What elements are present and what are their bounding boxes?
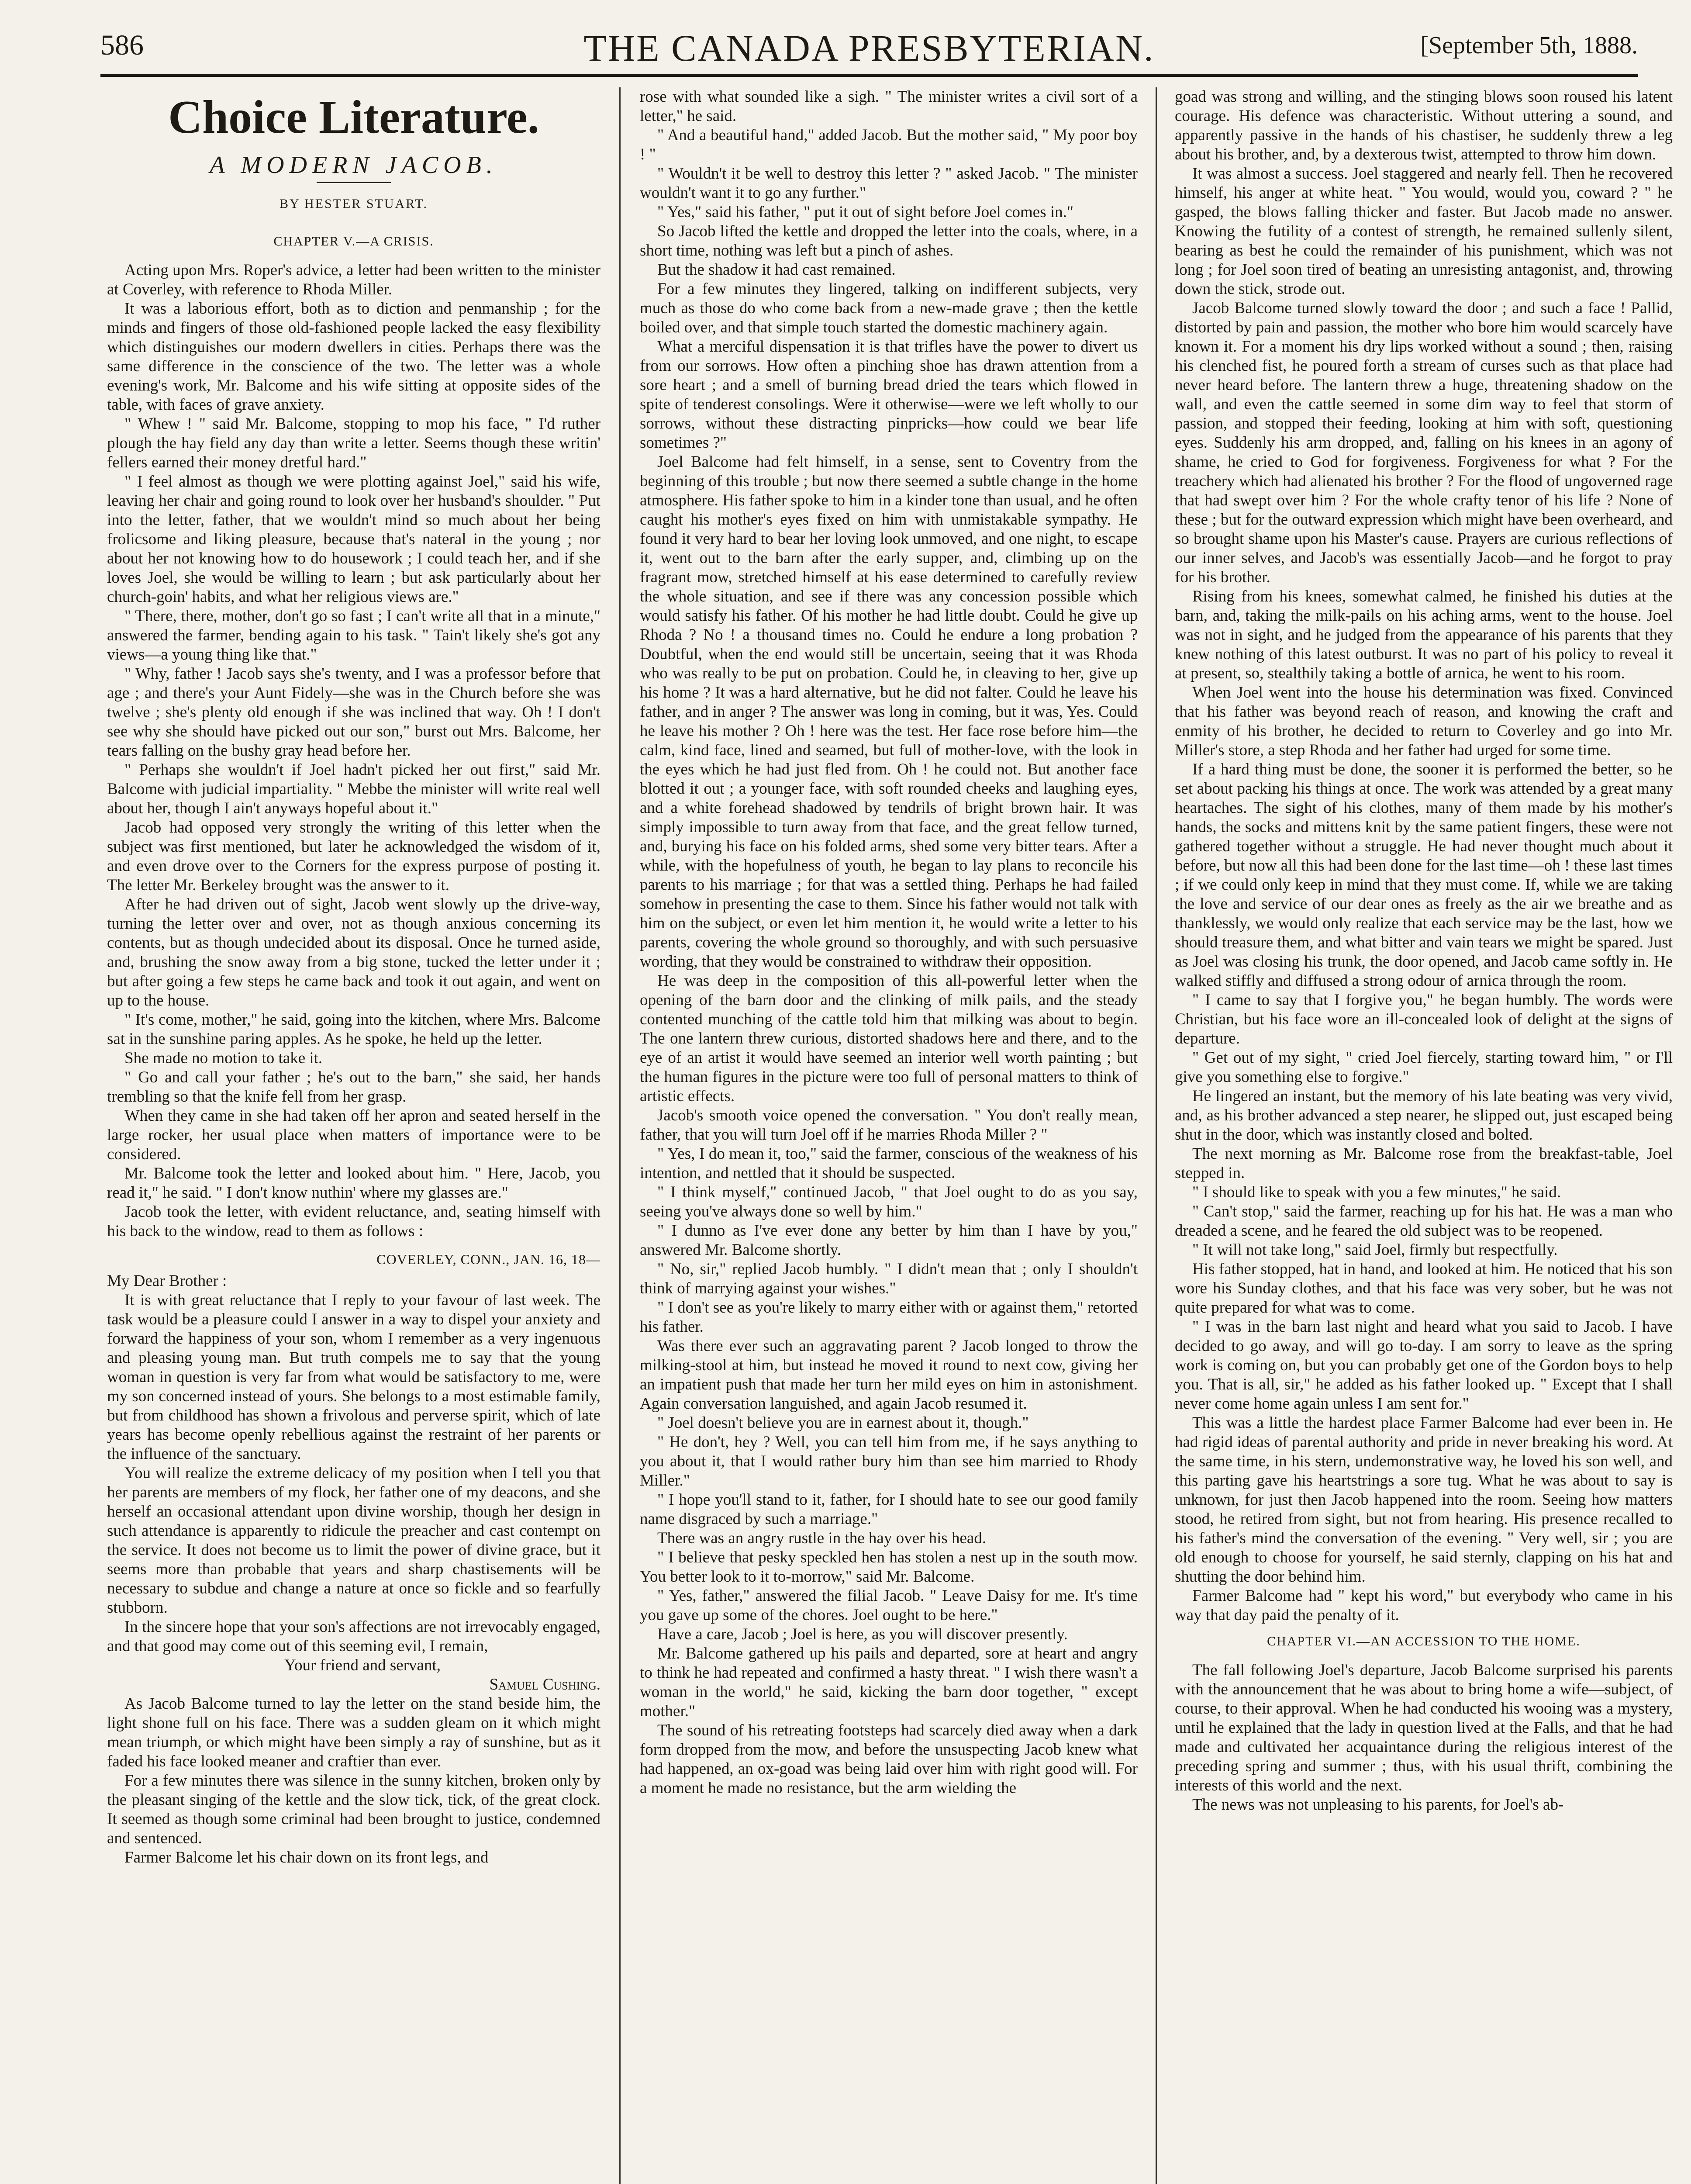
paragraph: " There, there, mother, don't go so fast ; I can't write all that in a minute," answered the farmer, bending again to his task. " Tain't likely she's got any views—a young thing like that." bbox=[107, 607, 600, 663]
paragraph: " Joel doesn't believe you are in earnest about it, though." bbox=[657, 1414, 1029, 1432]
paragraph: " I feel almost as though we were plotting against Joel," said his wife, leaving her chair and going round to look over her husband's shoulder. " Put into the letter, father, that we wouldn't mind so much about her being frolicsome and liking pleasure, because that's nateral in the young ; nor about her not knowing how to do housework ; I could teach her, and if she loves Joel, she would be willing to learn ; but ask particularly about her church-goin' habits, and what her religious views are." bbox=[107, 473, 600, 606]
paragraph: After he had driven out of sight, Jacob went slowly up the drive-way, turning the letter over and over, not as though anxious concerning its contents, but as though undecided about its disposal. Once he turned aside, and, brushing the snow away from a big stone, tucked the letter under it ; but after going a few steps he came back and took it out again, and went on up to the house. bbox=[107, 895, 600, 1009]
issue-date: [September 5th, 1888. bbox=[1420, 32, 1638, 59]
paragraph: The next morning as Mr. Balcome rose from the breakfast-table, Joel stepped in. bbox=[1175, 1145, 1673, 1182]
paragraph: " I came to say that I forgive you," he began humbly. The words were Christian, but his face wore an ill-concealed look of delight at the signs of departure. bbox=[1175, 991, 1673, 1047]
paragraph: Was there ever such an aggravating parent ? Jacob longed to throw the milking-stool at him, but instead he moved it round to next cow, giving her an impatient push that made her turn her mild eyes on him in astonishment. Again conversation languished, and again Jacob resumed it. bbox=[640, 1337, 1138, 1413]
paragraph: " Yes, father," answered the filial Jacob. " Leave Daisy for me. It's time you gave up some of the chores. Joel ought to be here." bbox=[640, 1587, 1138, 1624]
paragraph: " He don't, hey ? Well, you can tell him from me, if he says anything to you about it, that I would rather bury him than see him married to Rhody Miller." bbox=[640, 1433, 1138, 1489]
paragraph: " I hope you'll stand to it, father, for I should hate to see our good family name disgraced by such a marriage." bbox=[640, 1491, 1138, 1528]
paragraph: The fall following Joel's departure, Jacob Balcome surprised his parents with the announcement that he was about to bring home a wife—subject, of course, to their approval. When he had conducted his wooing was a mystery, until he explained that the lady in question lived at the Falls, and that he had made and cultivated her acquaintance during the religious interest of the preceding spring and summer ; thus, with his usual thrift, combining the interests of this world and the next. bbox=[1175, 1661, 1673, 1794]
column-1 bbox=[107, 87, 600, 2184]
paragraph: She made no motion to take it. bbox=[124, 1049, 323, 1067]
letter-paragraph: It is with great reluctance that I reply to your favour of last week. The task would be a pleasure could I answer in a way to dispel your anxiety and forward the happiness of your son, whom I remember as a very ingenuous and pleasing young man. But truth compels me to say that the young woman in question is very far from what would be satisfactory to me, were my son concerned instead of yours. She belongs to a most estimable family, but from childhood has shown a frivolous and perverse spirit, which of late years has become openly rebellious against the restraint of her parents or the influence of the sanctuary. bbox=[107, 1291, 600, 1463]
story-title: A MODERN JACOB. bbox=[210, 152, 498, 179]
paragraph: Jacob had opposed very strongly the writing of this letter when the subject was first mentioned, but later he acknowledged the wisdom of it, and even drove over to the Corners for the express purpose of posting it. The letter Mr. Berkeley brought was the answer to it. bbox=[107, 819, 600, 894]
column-2 bbox=[640, 87, 1138, 2184]
paragraph: The news was not unpleasing to his parents, for Joel's ab- bbox=[1192, 1796, 1564, 1814]
paragraph: " Whew ! " said Mr. Balcome, stopping to mop his face, " I'd ruther plough the hay field any day than write a letter. Seems though these writin' fellers earned their money dretful hard." bbox=[107, 415, 600, 471]
paragraph: " Why, father ! Jacob says she's twenty, and I was a professor before that age ; and there's your Aunt Fidely—she was in the Church before she was twelve ; she's plenty old enough if she was inclined that way. Oh ! I don't see why she should have picked out our son," burst out Mrs. Balcome, her tears falling on the bushy gray head before her. bbox=[107, 665, 600, 760]
paragraph: " It's come, mother," he said, going into the kitchen, where Mrs. Balcome sat in the sunshine paring apples. As he spoke, he held up the letter. bbox=[107, 1011, 600, 1048]
column-rule-left bbox=[619, 87, 621, 2184]
paragraph: " I should like to speak with you a few minutes," he said. bbox=[1192, 1183, 1561, 1201]
paragraph: " Yes," said his father, " put it out of sight before Joel comes in." bbox=[657, 203, 1073, 221]
paragraph: " Can't stop," said the farmer, reaching up for his hat. He was a man who dreaded a scene, and he feared the old subject was to be reopened. bbox=[1175, 1203, 1673, 1240]
paragraph: Jacob Balcome turned slowly toward the door ; and such a face ! Pallid, distorted by pain and passion, the mother who bore him would scarcely have known it. For a moment his dry lips worked without a sound ; then, raising his clenched fist, he poured forth a stream of curses such as that place had never heard before. The lantern threw a huge, threatening shadow on the wall, and even the cattle seemed in some dim way to feel that storm of passion, and stopped their feeding, looking at him with soft, questioning eyes. Suddenly his arm dropped, and, falling on his knees in an agony of shame, he cried to God for forgiveness. Forgiveness for what ? For the treachery which had alienated his brother ? For the flood of ungoverned rage that had swept over him ? For the whole crafty tenor of his life ? None of these ; but for the outward expression which might have been overheard, and so brought shame upon his Master's cause. Prayers are curious reflections of our inner selves, and Jacob's was essentially Jacob—and he forgot to pray for his brother. bbox=[1175, 299, 1673, 586]
column-rule-right bbox=[1156, 87, 1157, 2184]
paragraph: " Wouldn't it be well to destroy this letter ? " asked Jacob. " The minister wouldn't want it to go any further." bbox=[640, 165, 1138, 202]
paragraph: When Joel went into the house his determination was fixed. Convinced that his father was beyond reach of reason, and knowing the craft and enmity of his brother, he decided to return to Coverley and go into Mr. Miller's store, a step Rhoda and her father had urged for some time. bbox=[1175, 684, 1673, 759]
paragraph: It was a laborious effort, both as to diction and penmanship ; for the minds and fingers of those old-fashioned people lacked the easy flexibility which distinguishes our modern dwellers in cities. Perhaps there was the same difference in the conscience of the two. The letter was a whole evening's work, Mr. Balcome and his wife sitting at opposite sides of the table, with faces of grave anxiety. bbox=[107, 300, 600, 414]
paragraph: Acting upon Mrs. Roper's advice, a letter had been written to the minister at Coverley, with reference to Rhoda Miller. bbox=[107, 261, 600, 298]
letter-closing: Your friend and servant, bbox=[284, 1656, 441, 1674]
paragraph: " I don't see as you're likely to marry either with or against them," retorted his father. bbox=[640, 1299, 1138, 1336]
paragraph: " I was in the barn last night and heard what you said to Jacob. I have decided to go away, and will go to-day. I am sorry to leave as the spring work is coming on, but you can probably get one of the Gordon boys to help you. That is all, sir," he added as his father looked up. " Except that I shall never come home again unless I am sent for." bbox=[1175, 1318, 1673, 1413]
paragraph: He lingered an instant, but the memory of his late beating was very vivid, and, as his brother advanced a step nearer, he slipped out, just escaped being shut in the door, which was instantly closed and bolted. bbox=[1175, 1087, 1673, 1144]
paragraph: The sound of his retreating footsteps had scarcely died away when a dark form dropped from the mow, and before the unsuspecting Jacob knew what had happened, an ox-goad was being laid over him with right good will. For a moment he made no resistance, but the arm wielding the bbox=[640, 1721, 1138, 1797]
letter-dateline: COVERLEY, CONN., JAN. 16, 18— bbox=[376, 1251, 600, 1267]
paragraph: Rising from his knees, somewhat calmed, he finished his duties at the barn, and, taking the milk-pails on his aching arms, went to the house. Joel was not in sight, and he judged from the appearance of his parents that they knew nothing of this latest outburst. It was no part of his policy to reveal it at present, so, stealthily taking a bottle of arnica, he went to his room. bbox=[1175, 587, 1673, 682]
masthead bbox=[100, 26, 1638, 77]
letter-paragraph: You will realize the extreme delicacy of my position when I tell you that her parents are members of my flock, her father one of my deacons, and she herself an occasional attendant upon divine worship, though her design in such attendance is apparently to ridicule the preacher and cast contempt on the service. It does not become us to limit the power of divine grace, but it seems more than probable that years and sharp chastisements will be necessary to subdue and change a nature at once so fickle and so fearfully stubborn. bbox=[107, 1464, 600, 1617]
paragraph: When they came in she had taken off her apron and seated herself in the large rocker, her usual place when matters of importance were to be considered. bbox=[107, 1107, 600, 1163]
letter-signature: Samuel Cushing. bbox=[489, 1676, 600, 1693]
newspaper-title: THE CANADA PRESBYTERIAN. bbox=[583, 27, 1155, 69]
paragraph: " Get out of my sight, " cried Joel fiercely, starting toward him, " or I'll give you something else to forgive." bbox=[1175, 1049, 1673, 1086]
paragraph: For a few minutes there was silence in the sunny kitchen, broken only by the pleasant singing of the kettle and the slow tick, tick, of the great clock. It seemed as though some criminal had been brought to justice, condemned and sentenced. bbox=[107, 1772, 600, 1847]
paragraph: As Jacob Balcome turned to lay the letter on the stand beside him, the light shone full on his face. There was a sudden gleam on it which might mean triumph, or which might have been simply a ray of sunshine, but as it faded his face looked meaner and craftier than ever. bbox=[107, 1695, 600, 1770]
paragraph: goad was strong and willing, and the stinging blows soon roused his latent courage. His defence was characteristic. Without uttering a sound, and apparently passive in the hands of his chastiser, he suddenly threw a leg about his brother, and, by a dexterous twist, attempted to throw him down. bbox=[1175, 88, 1673, 163]
paragraph: For a few minutes they lingered, talking on indifferent subjects, very much as those do who come back from a new-made grave ; then the kettle boiled over, and that simple touch started the domestic machinery again. bbox=[640, 280, 1138, 336]
paragraph: If a hard thing must be done, the sooner it is performed the better, so he set about packing his things at once. The work was attended by a great many heartaches. The sight of his clothes, many of them made by his mother's hands, the socks and mittens knit by the same patient fingers, these were not gathered together without a struggle. He had never thought much about it before, but now all this had been done for the last time—oh ! these last times ; if we could only keep in mind that they must come. If, while we are taking the love and service of our dear ones as freely as the air we breathe and as thanklessly, we would only realize that each service may be the last, how we should treasure them, and what bitter and vain tears we might be spared. Just as Joel was closing his trunk, the door opened, and Jacob came softly in. He walked stiffly and diffused a strong odour of arnica through the room. bbox=[1175, 760, 1673, 990]
paragraph: Farmer Balcome had " kept his word," but everybody who came in his way that day paid the penalty of it. bbox=[1175, 1587, 1673, 1624]
paragraph: Mr. Balcome gathered up his pails and departed, sore at heart and angry to think he had repeated and confirmed a hasty threat. " I wish there wasn't a woman in the world," he said, kicking the barn door together, " except mother." bbox=[640, 1645, 1138, 1720]
page-number: 586 bbox=[100, 29, 144, 61]
paragraph: " It will not take long," said Joel, firmly but respectfully. bbox=[1192, 1241, 1558, 1259]
paragraph: Mr. Balcome took the letter and looked about him. " Here, Jacob, you read it," he said. " I don't know nuthin' where my glasses are." bbox=[107, 1165, 600, 1202]
paragraph: " And a beautiful hand," added Jacob. But the mother said, " My poor boy ! " bbox=[640, 126, 1138, 163]
chapter-heading: CHAPTER VI.—AN ACCESSION TO THE HOME. bbox=[1267, 1634, 1581, 1648]
paragraph: But the shadow it had cast remained. bbox=[657, 261, 896, 279]
paragraph: His father stopped, hat in hand, and looked at him. He noticed that his son wore his Sunday clothes, and that his face was very sober, but he was not quite prepared for what was to come. bbox=[1175, 1260, 1673, 1317]
paragraph: Have a care, Jacob ; Joel is here, as you will discover presently. bbox=[657, 1625, 1068, 1643]
paragraph: " Perhaps she wouldn't if Joel hadn't picked her out first," said Mr. Balcome with judicial impartiality. " Mebbe the minister will write real well about her, though I ain't anyways hopeful about it." bbox=[107, 761, 600, 817]
section-title: Choice Literature. bbox=[168, 91, 539, 143]
paragraph: So Jacob lifted the kettle and dropped the letter into the coals, where, in a short time, nothing was left but a pinch of ashes. bbox=[640, 222, 1138, 259]
paragraph: " I dunno as I've ever done any better by him than I have by you," answered Mr. Balcome shortly. bbox=[640, 1222, 1138, 1259]
paragraph: " I think myself," continued Jacob, " that Joel ought to do as you say, seeing you've always done so well by him." bbox=[640, 1183, 1138, 1220]
paragraph: " No, sir," replied Jacob humbly. " I didn't mean that ; only I shouldn't think of marrying against your wishes." bbox=[640, 1260, 1138, 1297]
paragraph: Jacob's smooth voice opened the conversation. " You don't really mean, father, that you will turn Joel off if he marries Rhoda Miller ? " bbox=[640, 1106, 1138, 1144]
paragraph: It was almost a success. Joel staggered and nearly fell. Then he recovered himself, his anger at white heat. " You would, would you, coward ? " he gasped, the blows falling thicker and faster. But Jacob made no answer. Knowing the futility of a contest of strength, he remained sullenly silent, bearing as best he could the remainder of his punishment, which was not long ; for Joel soon tired of beating an unresisting antagonist, and, throwing down the stick, strode out. bbox=[1175, 165, 1673, 298]
paragraph: " Yes, I do mean it, too," said the farmer, conscious of the weakness of his intention, and nettled that it should be suspected. bbox=[640, 1145, 1138, 1182]
column-3 bbox=[1175, 87, 1673, 2184]
paragraph: There was an angry rustle in the hay over his head. bbox=[657, 1529, 987, 1547]
letter-salutation: My Dear Brother : bbox=[107, 1272, 227, 1290]
paragraph: What a merciful dispensation it is that trifles have the power to divert us from our sorrows. How often a pinching shoe has drawn attention from a sore heart ; and a smell of burning bread dried the tears which flowed in spite of tenderest consolings. Were it otherwise—were we left wholly to our sorrows, without these distracting pinpricks—how could we bear life sometimes ?" bbox=[640, 338, 1138, 452]
paragraph: rose with what sounded like a sigh. " The minister writes a civil sort of a letter," he said. bbox=[640, 88, 1138, 125]
byline: BY HESTER STUART. bbox=[279, 197, 428, 211]
letter-paragraph: In the sincere hope that your son's affections are not irrevocably engaged, and that good may come out of this seeming evil, I remain, bbox=[107, 1618, 600, 1655]
paragraph: " I believe that pesky speckled hen has stolen a nest up in the south mow. You better look to it to-morrow," said Mr. Balcome. bbox=[640, 1548, 1138, 1586]
paragraph: Joel Balcome had felt himself, in a sense, sent to Coventry from the beginning of this trouble ; but now there seemed a subtle change in the home atmosphere. His father spoke to him in a kinder tone than usual, and he often caught his mother's eyes fixed on him with unmistakable sympathy. He found it very hard to bear her loving look unmoved, and one night, to escape it, went out to the barn after the early supper, and, climbing up on the fragrant mow, stretched himself at his ease determined to carefully review the whole situation, and see if there was any concession possible which would satisfy his father. Of his mother he had little doubt. Could he give up Rhoda ? No ! a thousand times no. Could he endure a long probation ? Doubtful, when the end would still be uncertain, seeing that it was Rhoda who was really to be put on probation. Could he, in cleaving to her, give up his home ? It was a hard alternative, but he did not falter. Could he leave his father, and in anger ? The answer was long in coming, but it was, Yes. Could he leave his mother ? Oh ! here was the test. Her face rose before him—the calm, kind face, lined and seamed, but full of mother-love, with the look in the eyes which he had just fled from. Oh ! he could not. But another face blotted it out ; a younger face, with soft rounded cheeks and laughing eyes, and a white forehead shadowed by tendrils of bright brown hair. It was simply impossible to turn away from that face, and the great fellow turned, and, burying his face on his folded arms, shed some very bitter tears. After a while, with the hopefulness of youth, he began to lay plans to reconcile his parents to his marriage ; for that was a settled thing. Perhaps he had failed somehow in presenting the case to them. Since his father would not talk with him on the subject, or even let him mention it, he would write a letter to his parents, covering the whole ground so thoroughly, and with such persuasive wording, that they would be constrained to withdraw their opposition. bbox=[640, 453, 1138, 971]
paragraph: Farmer Balcome let his chair down on its front legs, and bbox=[124, 1849, 489, 1866]
chapter-heading: CHAPTER V.—A CRISIS. bbox=[273, 234, 434, 249]
paragraph: Jacob took the letter, with evident reluctance, and, seating himself with his back to the window, read to them as follows : bbox=[107, 1203, 600, 1240]
paragraph: He was deep in the composition of this all-powerful letter when the opening of the barn door and the clinking of milk pails, and the steady contented munching of the cattle told him that milking was about to begin. The one lantern threw curious, distorted shadows here and there, and to the eye of an artist it would have seemed an interior well worth painting ; but the human figures in the picture were too full of personal matters to think of artistic effects. bbox=[640, 972, 1138, 1105]
paragraph: " Go and call your father ; he's out to the barn," she said, her hands trembling so that the knife fell from her grasp. bbox=[107, 1068, 600, 1106]
paragraph: This was a little the hardest place Farmer Balcome had ever been in. He had rigid ideas of parental authority and pride in never breaking his word. At the same time, in his stern, undemonstrative way, he loved his son well, and this parting gave his heartstrings a sore tug. What he was about to say is unknown, for just then Jacob happened into the room. Seeing how matters stood, he retired from sight, but not from hearing. His presence recalled to his father's mind the conversation of the evening. " Very well, sir ; you are old enough to choose for yourself, he said sternly, clapping on his hat and shutting the door behind him. bbox=[1175, 1414, 1673, 1586]
title-divider bbox=[317, 182, 391, 183]
